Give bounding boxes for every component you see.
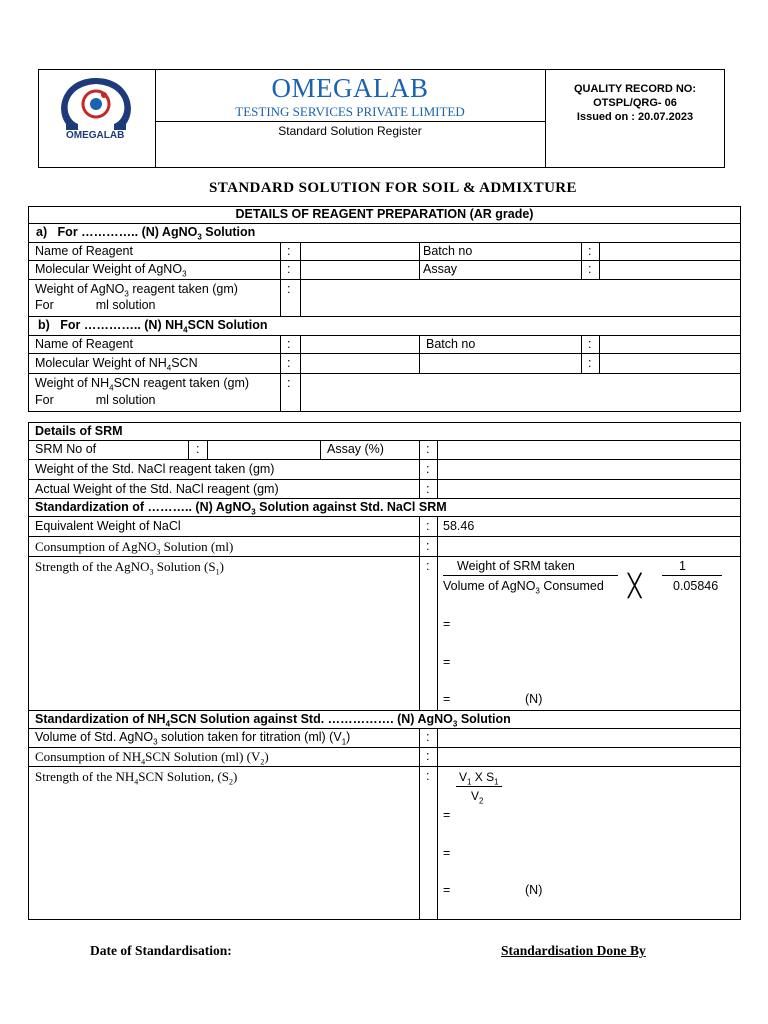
- s2-mid: SCN Solution, (S: [138, 769, 229, 784]
- s2-sub: 4: [134, 777, 139, 787]
- s2-eq-3: =: [443, 883, 451, 897]
- quality-record-no: OTSPL/QRG- 06: [593, 97, 677, 109]
- row-line: [28, 536, 741, 537]
- col-line: [419, 728, 420, 920]
- row-line: [28, 260, 741, 261]
- colon: :: [426, 769, 430, 783]
- row-line: [28, 440, 741, 441]
- row-line: [28, 728, 741, 729]
- a-mw-label: [35, 262, 187, 277]
- std1-post: Solution against Std. NaCl SRM: [255, 500, 447, 514]
- document-title: STANDARD SOLUTION FOR SOIL & ADMIXTURE: [209, 180, 577, 196]
- col-line: [599, 242, 600, 279]
- colon: :: [426, 442, 430, 456]
- s2-num-pre: V: [459, 770, 468, 784]
- srm-heading: Details of SRM: [35, 424, 123, 438]
- a-wt-sub: 3: [124, 289, 129, 299]
- srm-assay-label: Assay (%): [327, 442, 384, 456]
- srm-actual-wt-label: Actual Weight of the Std. NaCl reagent (gm): [35, 482, 279, 496]
- col-line: [320, 440, 321, 459]
- b-wt-sub: 4: [109, 383, 114, 393]
- formula-den-pre: Volume of AgNO: [443, 579, 536, 593]
- s2-den-sub: 2: [479, 796, 484, 806]
- col-line: [581, 335, 582, 373]
- row-line: [28, 498, 741, 499]
- v2-sub2: 2: [260, 757, 265, 767]
- formula-den-post: Consumed: [539, 579, 604, 593]
- colon: :: [426, 749, 430, 763]
- b-mw-post: SCN: [171, 356, 198, 370]
- s1-eq-1: =: [443, 617, 451, 631]
- consumption-post: Solution (ml): [160, 539, 234, 554]
- colon: :: [287, 356, 291, 370]
- part-a-for-post: Solution: [201, 225, 256, 239]
- a-for-ml: [35, 298, 156, 313]
- part-b-for: For ………….. (N) NH: [60, 318, 184, 332]
- formula-factor: 0.05846: [673, 579, 719, 593]
- issued-on: Issued on : 20.07.2023: [576, 111, 694, 123]
- b-mw-pre: Molecular Weight of NH: [35, 356, 167, 370]
- b-batch-label: Batch no: [426, 337, 476, 351]
- v2-label: [35, 749, 269, 767]
- b-wt-pre: Weight of NH: [35, 376, 110, 390]
- s2-num-sub: 1: [467, 777, 472, 787]
- multiply-icon: ╳: [628, 573, 642, 598]
- strength-sub: 3: [149, 567, 154, 577]
- colon: :: [426, 539, 430, 553]
- std2-sub: 4: [165, 719, 171, 729]
- consumption-label: [35, 539, 234, 557]
- colon: :: [287, 376, 291, 390]
- part-b-for-post: SCN Solution: [187, 318, 268, 332]
- b-name-label: Name of Reagent: [35, 337, 133, 351]
- row-line: [28, 766, 741, 767]
- b-mw-sub: 4: [166, 363, 172, 373]
- std2-post: Solution: [457, 712, 511, 726]
- a-wt-label: [35, 282, 238, 297]
- strength-mid: Solution (S: [153, 559, 216, 574]
- row-line: [28, 373, 741, 374]
- v2-pre: Consumption of NH: [35, 749, 142, 764]
- company-name: OMEGALAB: [271, 73, 429, 103]
- register-name: Standard Solution Register: [278, 124, 422, 138]
- col-line: [419, 242, 420, 279]
- s2-eq-2: =: [443, 846, 451, 860]
- b-for-ml-pre: For: [35, 393, 54, 407]
- b-mw-label: [35, 356, 198, 371]
- row-line: [28, 479, 741, 480]
- strength-s1-label: [35, 559, 224, 577]
- s1-eq-3: =: [443, 692, 451, 706]
- s2-n-unit: (N): [525, 883, 543, 897]
- row-line: [28, 242, 741, 243]
- col-line: [419, 440, 420, 498]
- formula-denominator: [443, 579, 604, 594]
- a-batch-label: Batch no: [423, 244, 473, 258]
- part-b-sub: 4: [183, 325, 188, 335]
- colon: :: [426, 482, 430, 496]
- eq-wt-label: Equivalent Weight of NaCl: [35, 519, 181, 533]
- formula-bar: [443, 575, 618, 576]
- row-line: [28, 279, 741, 280]
- s2-num-mid: X S: [471, 770, 495, 784]
- colon: :: [426, 462, 430, 476]
- v2-end: ): [264, 749, 269, 764]
- strength-pre: Strength of the AgNO: [35, 559, 150, 574]
- col-line: [300, 335, 301, 412]
- colon: :: [426, 559, 430, 573]
- colon: :: [287, 282, 291, 296]
- v1-mid: solution taken for titration (ml) (V: [157, 730, 342, 744]
- part-a-for: For ………….. (N) AgNO: [57, 225, 198, 239]
- std2-sub2: 3: [452, 719, 458, 729]
- colon: :: [588, 356, 592, 370]
- s2-formula-num: [459, 770, 499, 785]
- formula-one: 1: [679, 559, 686, 573]
- s2-formula-den: [471, 789, 483, 804]
- v1-post: ): [346, 730, 351, 744]
- strength-post: ): [219, 559, 224, 574]
- a-name-label: Name of Reagent: [35, 244, 133, 258]
- formula-bar-2: [662, 575, 722, 576]
- col-line: [581, 242, 582, 279]
- std2-mid: SCN Solution against Std. ……………. (N) AgNO: [170, 712, 453, 726]
- v2-post: SCN Solution (ml) (V: [145, 749, 261, 764]
- a-mw-pre: Molecular Weight of AgNO: [35, 262, 183, 276]
- part-a-label: a): [36, 225, 48, 239]
- col-line: [419, 335, 420, 373]
- v2-sub: 4: [141, 757, 146, 767]
- s1-eq-2: =: [443, 655, 451, 669]
- std1-sub: 3: [251, 507, 256, 517]
- s2-pre: Strength of the NH: [35, 769, 135, 784]
- row-line: [28, 747, 741, 748]
- std1-heading: [35, 500, 447, 515]
- strength-s2-label: [35, 769, 238, 787]
- s2-sub2: 2: [228, 777, 233, 787]
- row-line: [28, 335, 741, 336]
- row-line: [28, 710, 741, 711]
- colon: :: [588, 244, 592, 258]
- formula-den-sub: 3: [535, 586, 540, 596]
- b-for-ml: [35, 393, 156, 408]
- col-line: [437, 440, 438, 498]
- col-line: [437, 728, 438, 920]
- colon: :: [588, 262, 592, 276]
- v1-pre: Volume of Std. AgNO: [35, 730, 154, 744]
- s2-eq-1: =: [443, 808, 451, 822]
- colon: :: [588, 337, 592, 351]
- b-wt-label: [35, 376, 249, 391]
- s2-den-pre: V: [471, 789, 480, 803]
- row-line: [28, 556, 741, 557]
- colon: :: [196, 442, 200, 456]
- a-wt-pre: Weight of AgNO: [35, 282, 125, 296]
- date-of-standardisation: Date of Standardisation:: [90, 943, 232, 958]
- std1-pre: Standardization of ……….. (N) AgNO: [35, 500, 252, 514]
- quality-record-label: QUALITY RECORD NO:: [573, 83, 697, 95]
- col-line: [599, 335, 600, 373]
- logo-text: OMEGALAB: [66, 130, 125, 141]
- row-line: [28, 223, 741, 224]
- v1-label: [35, 730, 350, 745]
- formula-numerator: Weight of SRM taken: [457, 559, 575, 573]
- row-line: [28, 459, 741, 460]
- col-line: [419, 516, 420, 710]
- reagent-heading: DETAILS OF REAGENT PREPARATION (AR grade): [235, 207, 534, 221]
- consumption-sub: 3: [156, 547, 161, 557]
- a-wt-post: reagent taken (gm): [128, 282, 238, 296]
- colon: :: [426, 519, 430, 533]
- col-line: [188, 440, 189, 459]
- standardisation-done-by: Standardisation Done By: [501, 943, 646, 958]
- part-b-heading: [38, 318, 267, 333]
- row-line: [28, 316, 741, 317]
- s2-formula-bar: [456, 786, 502, 787]
- strength-sub2: 1: [215, 567, 220, 577]
- v1-sub2: 1: [341, 737, 347, 747]
- colon: :: [287, 262, 291, 276]
- row-line: [28, 353, 741, 354]
- a-assay-label: Assay: [423, 262, 458, 276]
- std2-pre: Standardization of NH: [35, 712, 166, 726]
- col-line: [280, 335, 281, 412]
- b-wt-post: SCN reagent taken (gm): [113, 376, 250, 390]
- a-for-ml-pre: For: [35, 298, 54, 312]
- colon: :: [287, 337, 291, 351]
- col-line: [280, 242, 281, 316]
- b-for-ml-post: ml solution: [95, 393, 156, 407]
- eq-wt-value: 58.46: [443, 519, 475, 533]
- company-subtitle: TESTING SERVICES PRIVATE LIMITED: [235, 104, 465, 119]
- v1-sub: 3: [153, 737, 158, 747]
- std2-heading: [35, 712, 511, 727]
- row-line: [28, 516, 741, 517]
- colon: :: [287, 244, 291, 258]
- srm-wt-taken-label: Weight of the Std. NaCl reagent taken (gm): [35, 462, 275, 476]
- consumption-pre: Consumption of AgNO: [35, 539, 157, 554]
- srm-no-label: SRM No of: [35, 442, 97, 456]
- header-divider-mid: [155, 121, 545, 122]
- col-line: [437, 516, 438, 710]
- s2-num-sub2: 1: [494, 777, 499, 787]
- col-line: [207, 440, 208, 459]
- a-mw-sub: 3: [182, 269, 187, 279]
- part-a-sub: 3: [197, 232, 202, 242]
- col-line: [300, 242, 301, 316]
- s2-post: ): [232, 769, 238, 784]
- a-for-ml-post: ml solution: [95, 298, 156, 312]
- part-a-heading: [36, 225, 255, 240]
- part-b-label: b): [38, 318, 50, 332]
- s1-n-unit: (N): [525, 692, 543, 706]
- colon: :: [426, 730, 430, 744]
